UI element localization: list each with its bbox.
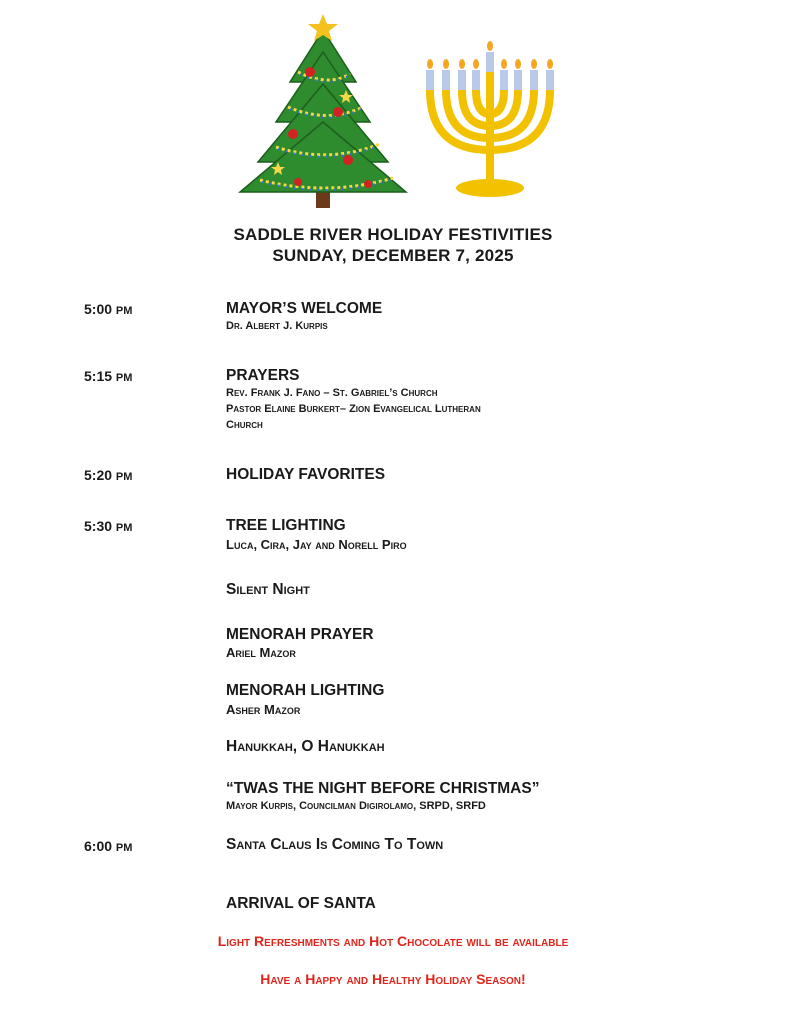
schedule-heading: HOLIDAY FAVORITES <box>226 466 386 483</box>
schedule-details: Ariel Mazor <box>226 645 296 660</box>
schedule-time: 5:30 PM <box>84 518 133 534</box>
schedule-time: 5:15 PM <box>84 368 133 384</box>
schedule-time: 6:00 PM <box>84 838 133 854</box>
schedule-heading: “TWAS THE NIGHT BEFORE CHRISTMAS” <box>226 780 540 797</box>
refreshments-note: Light Refreshments and Hot Chocolate will be available <box>217 933 569 949</box>
schedule-details: Mayor Kurpis, Councilman Digirolamo, SRPD, SRFD <box>226 800 486 812</box>
schedule-details: Dr. Albert J. Kurpis <box>226 320 328 332</box>
schedule-heading: PRAYERS <box>226 367 300 384</box>
page-title: SADDLE RIVER HOLIDAY FESTIVITIES <box>233 225 553 244</box>
schedule-heading: Silent Night <box>226 581 310 598</box>
schedule-heading: MENORAH LIGHTING <box>226 682 385 699</box>
menorah-icon <box>420 40 560 200</box>
page-subtitle-date: SUNDAY, DECEMBER 7, 2025 <box>272 246 514 265</box>
schedule-heading: MAYOR’S WELCOME <box>226 300 383 317</box>
schedule-heading: Santa Claus Is Coming To Town <box>226 836 444 853</box>
schedule-time: 5:00 PM <box>84 301 133 317</box>
schedule-heading: Hanukkah, O Hanukkah <box>226 738 385 755</box>
christmas-tree-icon <box>238 12 408 210</box>
schedule-heading: TREE LIGHTING <box>226 517 346 534</box>
schedule-details: Rev. Frank J. Fano – St. Gabriel’s Church Pastor Elaine Burkert– Zion Evangelical Lutheran Church <box>226 387 481 431</box>
schedule-heading: ARRIVAL OF SANTA <box>226 895 376 912</box>
schedule-details: Luca, Cira, Jay and Norell Piro <box>226 537 407 552</box>
schedule-details: Asher Mazor <box>226 702 301 717</box>
schedule-heading: MENORAH PRAYER <box>226 626 374 643</box>
holiday-greeting: Have a Happy and Healthy Holiday Season! <box>260 971 526 987</box>
schedule-time: 5:20 PM <box>84 467 133 483</box>
